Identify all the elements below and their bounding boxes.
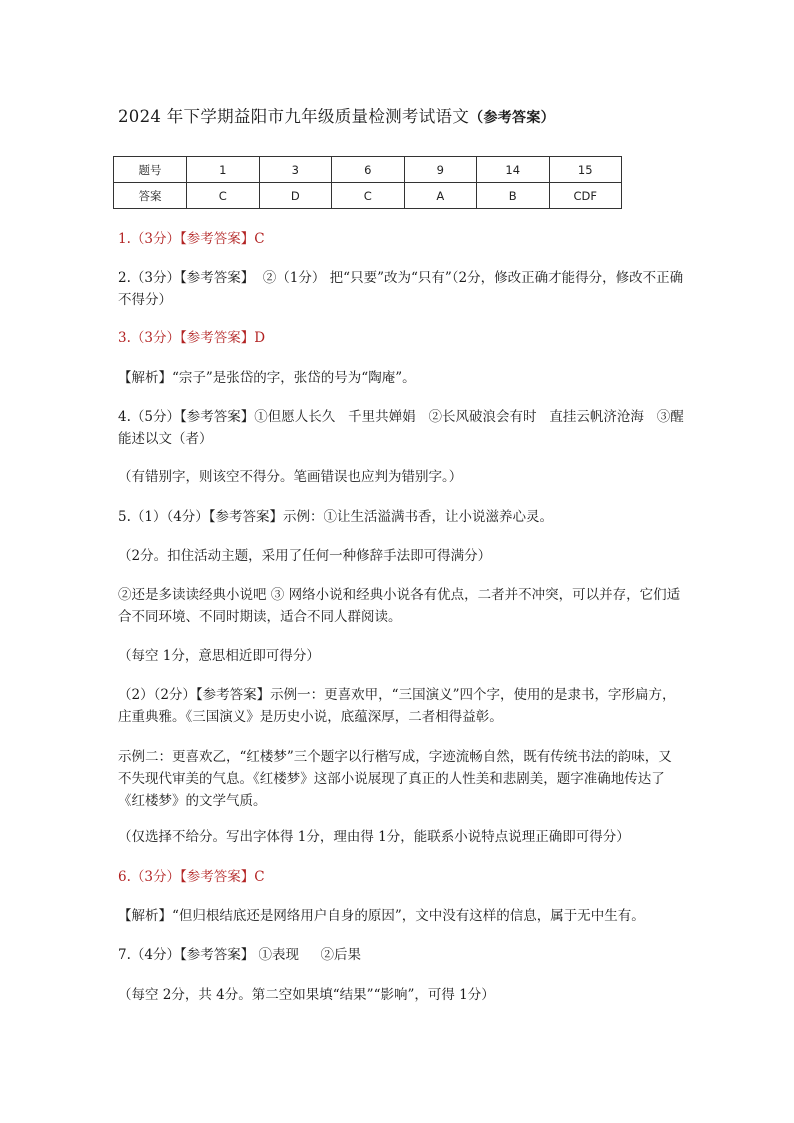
table-cell-question: 1 [187, 157, 260, 183]
answer-table [113, 156, 622, 209]
page-title [118, 104, 738, 131]
table-cell-question: 9 [404, 157, 477, 183]
answer-q1: 1.（3分）【参考答案】C [118, 231, 265, 247]
table-cell-answer: C [332, 183, 405, 209]
table-answer-label: 答案 [114, 183, 187, 209]
table-cell-question: 6 [332, 157, 405, 183]
note-q4: （有错别字，则该空不得分。笔画错误也应判为错别字。） [118, 469, 463, 485]
title-main: 2024 年下学期益阳市九年级质量检测考试语文 [118, 107, 470, 126]
table-cell-answer: B [477, 183, 550, 209]
table-header-label: 题号 [114, 157, 187, 183]
table-cell-answer: CDF [549, 183, 622, 209]
answer-q6: 6.（3分）【参考答案】C [118, 869, 265, 885]
table-cell-answer: A [404, 183, 477, 209]
table-cell-answer: D [259, 183, 332, 209]
answer-q4: 4.（5分）【参考答案】①但愿人长久 千里共婵娟 ②长风破浪会有时 直挂云帆济沧海 ③醒能述以文（者） [118, 409, 684, 447]
analysis-q6: 【解析】“但归根结底还是网络用户自身的原因”，文中没有这样的信息，属于无中生有。 [118, 908, 645, 924]
answer-q5-1-b: ②还是多读读经典小说吧 ③ 网络小说和经典小说各有优点，二者并不冲突，可以并存，它们适合不同环境、不同时期读，适合不同人群阅读。 [118, 587, 681, 625]
note-q5-2: （仅选择不给分。写出字体得 1分，理由得 1分，能联系小说特点说理正确即可得分） [118, 829, 630, 845]
answer-q7: 7.（4分）【参考答案】 ①表现 ②后果 [118, 947, 361, 963]
note-q7: （每空 2分，共 4分。第二空如果填“结果”“影响”，可得 1分） [118, 987, 495, 1003]
answer-q5-2-b: 示例二：更喜欢乙，“红楼梦”三个题字以行楷写成，字迹流畅自然，既有传统书法的韵味，又不失现代审美的气息。《红楼梦》这部小说展现了真正的人性美和悲剧美，题字准确地传达了《红楼梦》的文学气质。 [118, 749, 672, 809]
table-cell-question: 15 [549, 157, 622, 183]
answer-q2: 2.（3分）【参考答案】 ②（1分） 把“只要”改为“只有”（2分，修改正确才能得分，修改不正确不得分） [118, 270, 684, 308]
analysis-q3: 【解析】“宗子”是张岱的字，张岱的号为“陶庵”。 [118, 370, 416, 386]
table-cell-question: 3 [259, 157, 332, 183]
table-row-answers [114, 183, 622, 209]
note-q5-1-b: （每空 1分，意思相近即可得分） [118, 648, 320, 664]
title-suffix: （参考答案） [469, 110, 555, 126]
table-row-questions [114, 157, 622, 183]
table-cell-answer: C [187, 183, 260, 209]
answer-q3: 3.（3分）【参考答案】D [118, 330, 266, 346]
answer-q5-2: （2）（2分）【参考答案】示例一：更喜欢甲，“三国演义”四个字，使用的是隶书，字形扁方，庄重典雅。《三国演义》是历史小说，底蕴深厚，二者相得益彰。 [118, 687, 676, 725]
answer-q5-1: 5.（1）（4分）【参考答案】示例：①让生活溢满书香，让小说滋养心灵。 [118, 509, 554, 525]
note-q5-1: （2分。扣住活动主题，采用了任何一种修辞手法即可得满分） [118, 548, 492, 564]
table-cell-question: 14 [477, 157, 550, 183]
